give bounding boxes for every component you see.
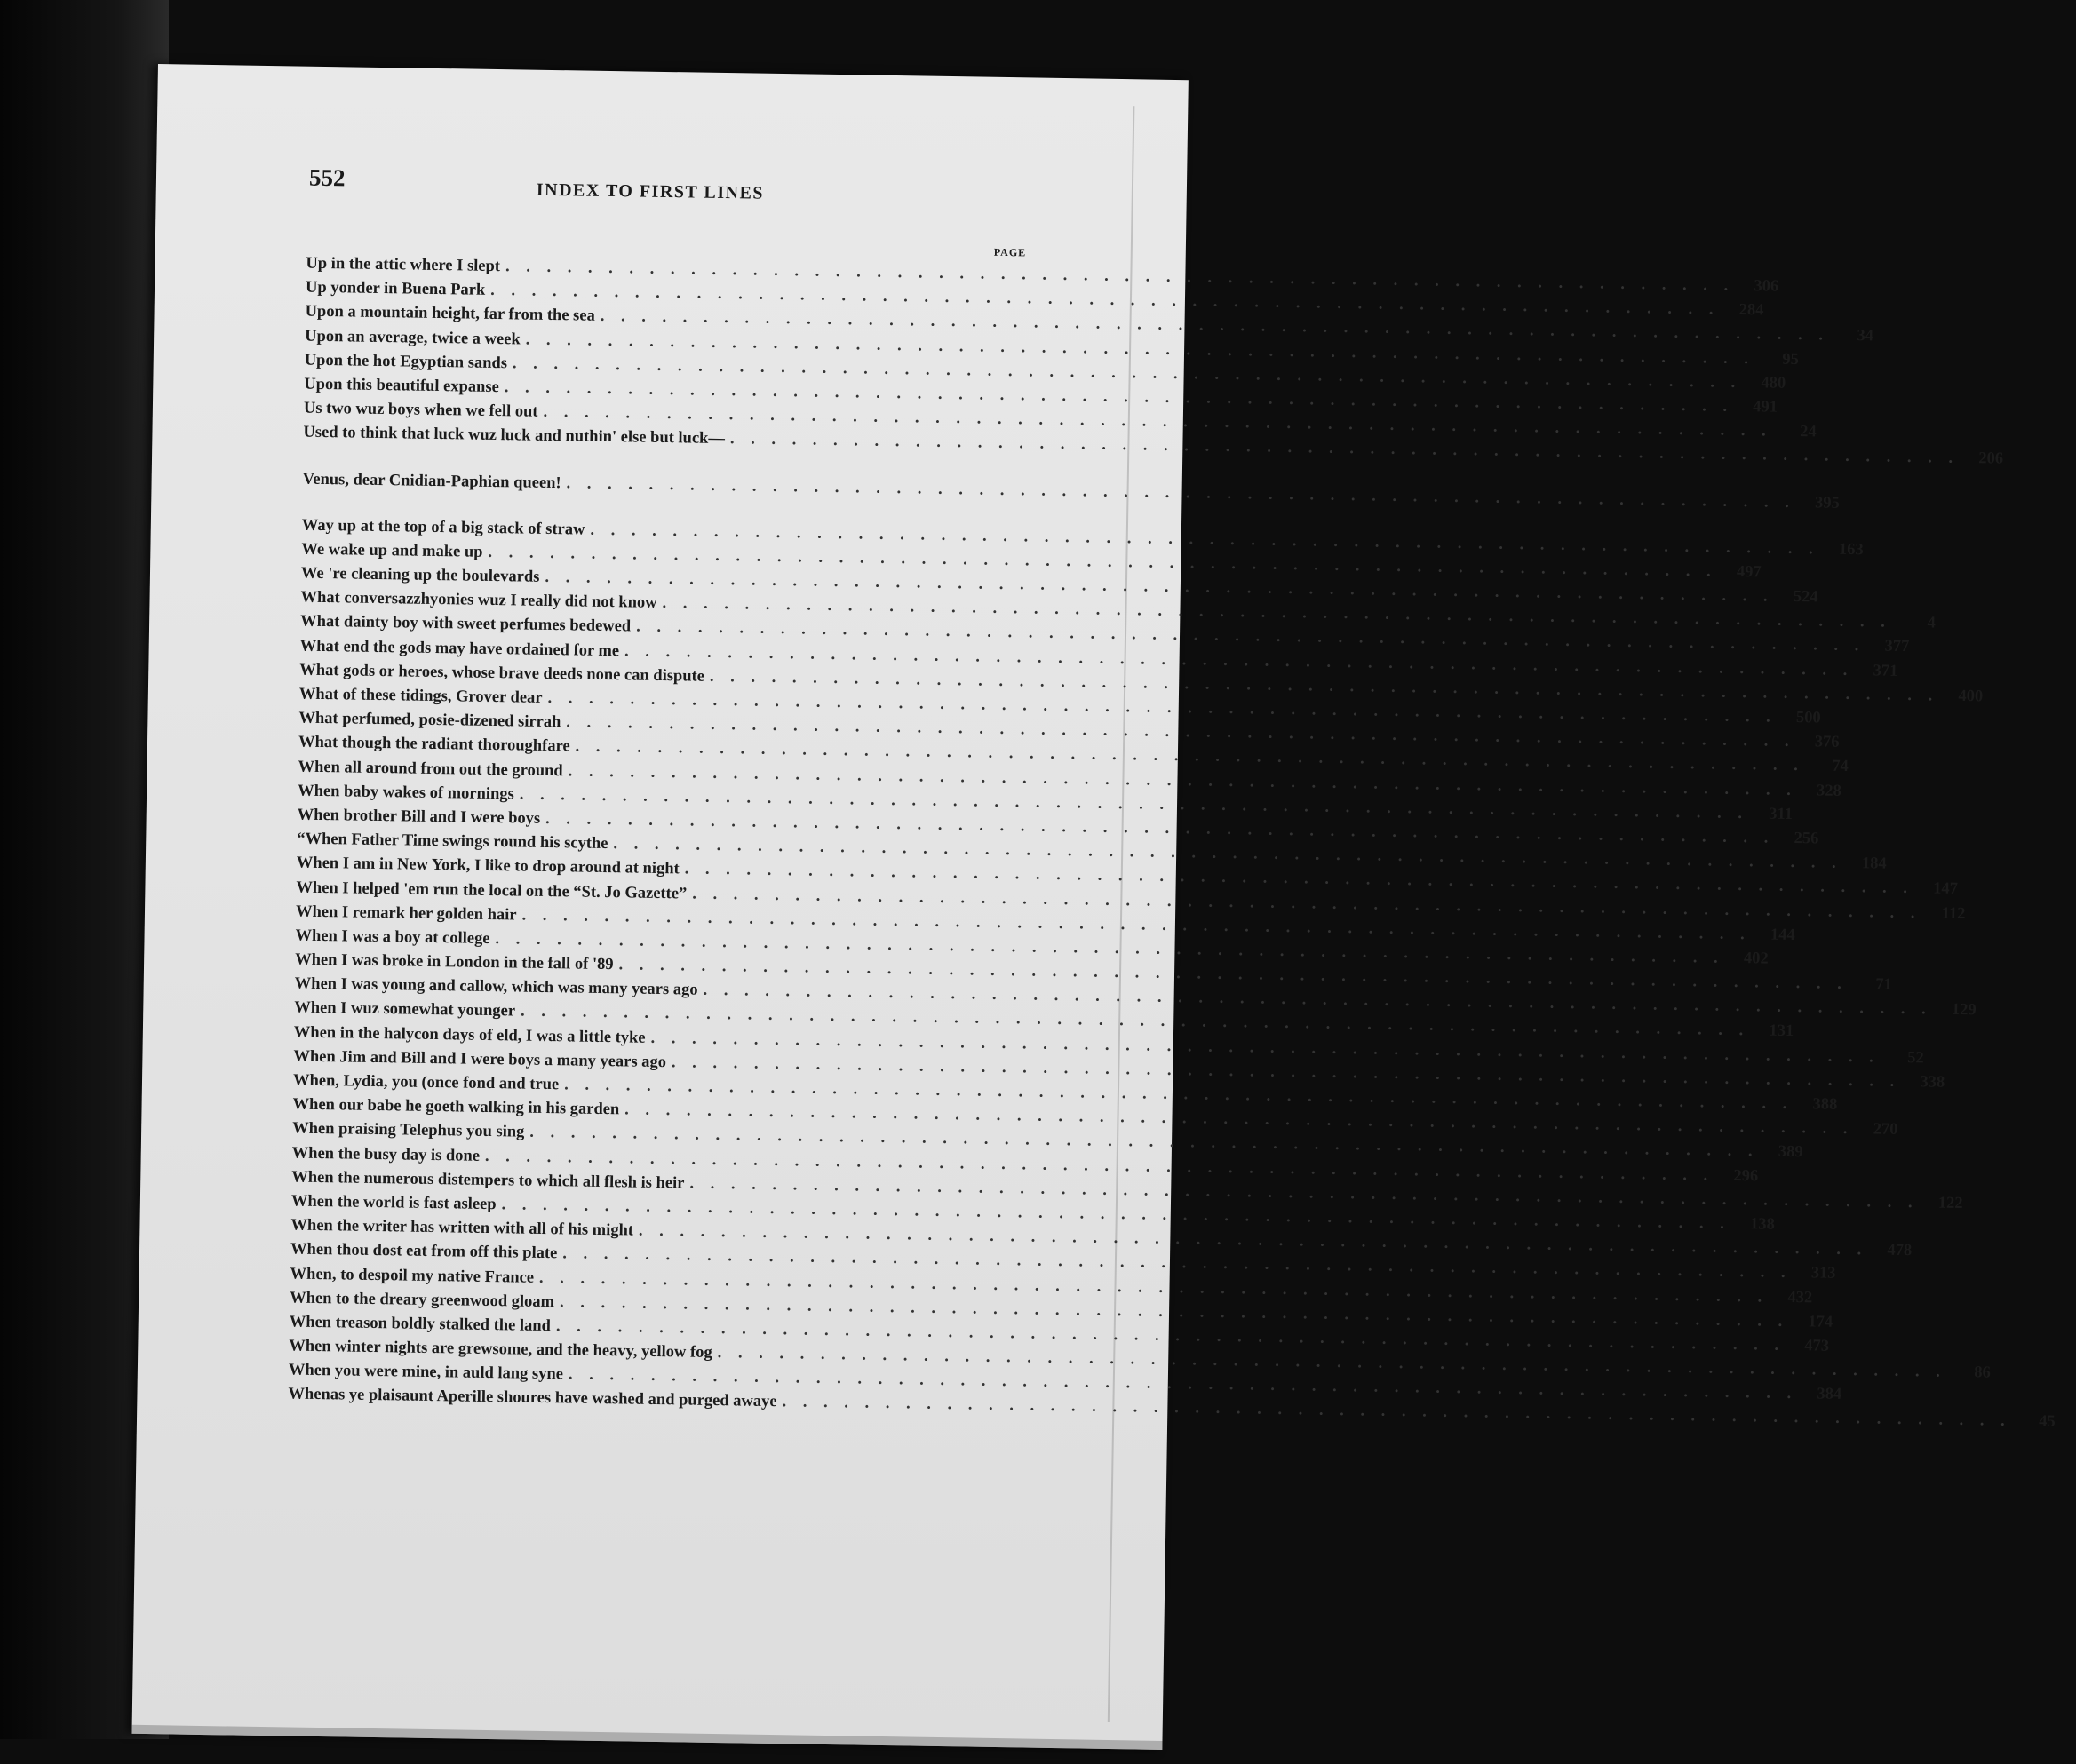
first-line-text: We wake up and make up (301, 540, 483, 561)
page-reference: 306 (1754, 277, 1779, 296)
page-reference: 311 (1769, 805, 1794, 823)
page-reference: 377 (1884, 638, 1910, 656)
first-line-text: When brother Bill and I were boys (297, 806, 541, 828)
page-reference: 388 (1812, 1095, 1838, 1114)
page-reference: 256 (1794, 829, 1819, 848)
first-line-text: When praising Telephus you sing (292, 1119, 525, 1141)
first-line-text: When to the dreary greenwood gloam (290, 1289, 555, 1311)
first-line-text: Whenas ye plaisaunt Aperille shoures have washed and purged awaye (288, 1385, 777, 1411)
page-reference: 338 (1920, 1073, 1945, 1092)
index-entry (302, 470, 1840, 513)
page-reference: 313 (1810, 1264, 1836, 1283)
page-reference: 131 (1769, 1022, 1794, 1041)
page-reference: 122 (1937, 1194, 1963, 1212)
first-line-text: When our babe he goeth walking in his garden (292, 1095, 620, 1119)
page-reference: 480 (1761, 374, 1786, 393)
page-reference: 34 (1857, 327, 1874, 346)
first-line-text: When the busy day is done (291, 1144, 481, 1165)
first-line-text: When thou dost eat from off this plate (290, 1240, 558, 1263)
first-line-text: When the writer has written with all of his might (290, 1216, 634, 1240)
first-line-text: When winter nights are grewsome, and the heavy, yellow fog (289, 1337, 712, 1363)
first-line-text: When the world is fast asleep (290, 1192, 497, 1214)
page-reference: 500 (1795, 709, 1821, 727)
first-line-text: When I remark her golden hair (295, 902, 517, 925)
page-bottom-edge (131, 1725, 1162, 1750)
page-column-label: PAGE (993, 245, 1027, 259)
first-line-text: Us two wuz boys when we fell out (303, 399, 538, 421)
first-line-text: When I was broke in London in the fall of '89 (295, 950, 614, 974)
first-line-text: Upon this beautiful expanse (304, 375, 499, 397)
first-line-text: What perfumed, posie-dizened sirrah (298, 709, 561, 732)
page-reference: 4 (1927, 614, 1936, 632)
page-reference: 389 (1778, 1143, 1803, 1162)
page-reference: 371 (1873, 662, 1898, 680)
first-line-text: What gods or heroes, whose brave deeds none can dispute (299, 661, 705, 686)
page-number: 552 (308, 163, 346, 192)
page-reference: 24 (1800, 423, 1817, 441)
first-line-text: Upon the hot Egyptian sands (304, 351, 508, 372)
page-reference: 95 (1782, 350, 1800, 369)
first-lines-index (288, 254, 2056, 1432)
page-reference: 395 (1814, 493, 1840, 513)
first-line-text: When I was young and callow, which was many years ago (294, 974, 698, 999)
page-reference: 376 (1814, 733, 1840, 752)
first-line-text: When baby wakes of mornings (298, 782, 514, 804)
first-line-text: When Jim and Bill and I were boys a many years ago (293, 1047, 667, 1071)
first-line-text: When the numerous distempers to which all flesh is heir (291, 1168, 685, 1193)
page-reference: 74 (1832, 758, 1849, 776)
page-reference: 473 (1804, 1337, 1830, 1355)
page-reference: 138 (1749, 1215, 1775, 1234)
first-line-text: Up yonder in Buena Park (305, 278, 486, 300)
first-line-text: What though the radiant thoroughfare (298, 733, 570, 756)
page-reference: 296 (1733, 1166, 1759, 1186)
page-reference: 384 (1817, 1385, 1842, 1404)
page-reference: 71 (1875, 975, 1892, 994)
first-line-text: Way up at the top of a big stack of straw (301, 516, 585, 539)
first-line-text: When, Lydia, you (once fond and true (292, 1071, 560, 1094)
first-line-text: When you were mine, in auld lang syne (288, 1361, 564, 1384)
page-reference: 45 (2039, 1412, 2056, 1432)
page-reference: 491 (1753, 398, 1778, 417)
first-line-text: When I am in New York, I like to drop around at night (296, 854, 680, 878)
first-line-text: When I helped 'em run the local on the “St. Jo Gazette” (296, 878, 688, 902)
dot-leader (561, 474, 1801, 513)
first-line-text: Venus, dear Cnidian-Paphian queen! (302, 470, 561, 492)
first-line-text: “When Father Time swings round his scythe (297, 830, 608, 854)
first-line-text: When I wuz somewhat younger (294, 998, 516, 1021)
first-line-text: When, to despoil my native France (290, 1265, 535, 1287)
first-line-text: When treason boldly stalked the land (289, 1313, 552, 1335)
first-line-text: Used to think that luck wuz luck and nuthin' else but luck— (303, 423, 726, 449)
page-reference: 206 (1978, 449, 2004, 468)
first-line-text: What conversazzhyonies wuz I really did not know (300, 588, 657, 613)
page-reference: 497 (1736, 562, 1762, 582)
page-reference: 432 (1787, 1288, 1813, 1307)
page-reference: 184 (1861, 854, 1887, 873)
first-line-text: Upon a mountain height, far from the sea (305, 303, 595, 326)
page-reference: 129 (1951, 1001, 1977, 1020)
page-reference: 524 (1793, 588, 1818, 607)
page-reference: 402 (1743, 950, 1769, 968)
page-reference: 86 (1974, 1363, 1992, 1382)
page-reference: 112 (1941, 904, 1966, 923)
first-line-text: We 're cleaning up the boulevards (300, 564, 540, 586)
page-reference: 478 (1887, 1241, 1913, 1260)
first-line-text: When I was a boy at college (295, 926, 490, 948)
page-reference: 147 (1933, 879, 1959, 899)
first-line-text: What end the gods may have ordained for me (299, 637, 620, 660)
page-reference: 144 (1770, 926, 1795, 944)
first-line-text: When in the halycon days of eld, I was a little tyke (293, 1023, 646, 1047)
page-reference: 400 (1958, 687, 1984, 706)
first-line-text: What dainty boy with sweet perfumes bedewed (299, 613, 632, 636)
first-line-text: Up in the attic where I slept (306, 254, 501, 276)
page-reference: 174 (1808, 1313, 1833, 1331)
running-head-title: INDEX TO FIRST LINES (536, 179, 765, 203)
page-reference: 270 (1873, 1120, 1898, 1140)
page-reference: 284 (1738, 301, 1764, 320)
first-line-text: Upon an average, twice a week (305, 327, 521, 349)
page-reference: 163 (1838, 540, 1864, 559)
first-line-text: When all around from out the ground (298, 758, 563, 780)
book-page (131, 64, 2056, 1750)
page-reference: 52 (1907, 1048, 1924, 1067)
first-line-text: What of these tidings, Grover dear (298, 685, 543, 707)
page-reference: 328 (1816, 781, 1842, 800)
